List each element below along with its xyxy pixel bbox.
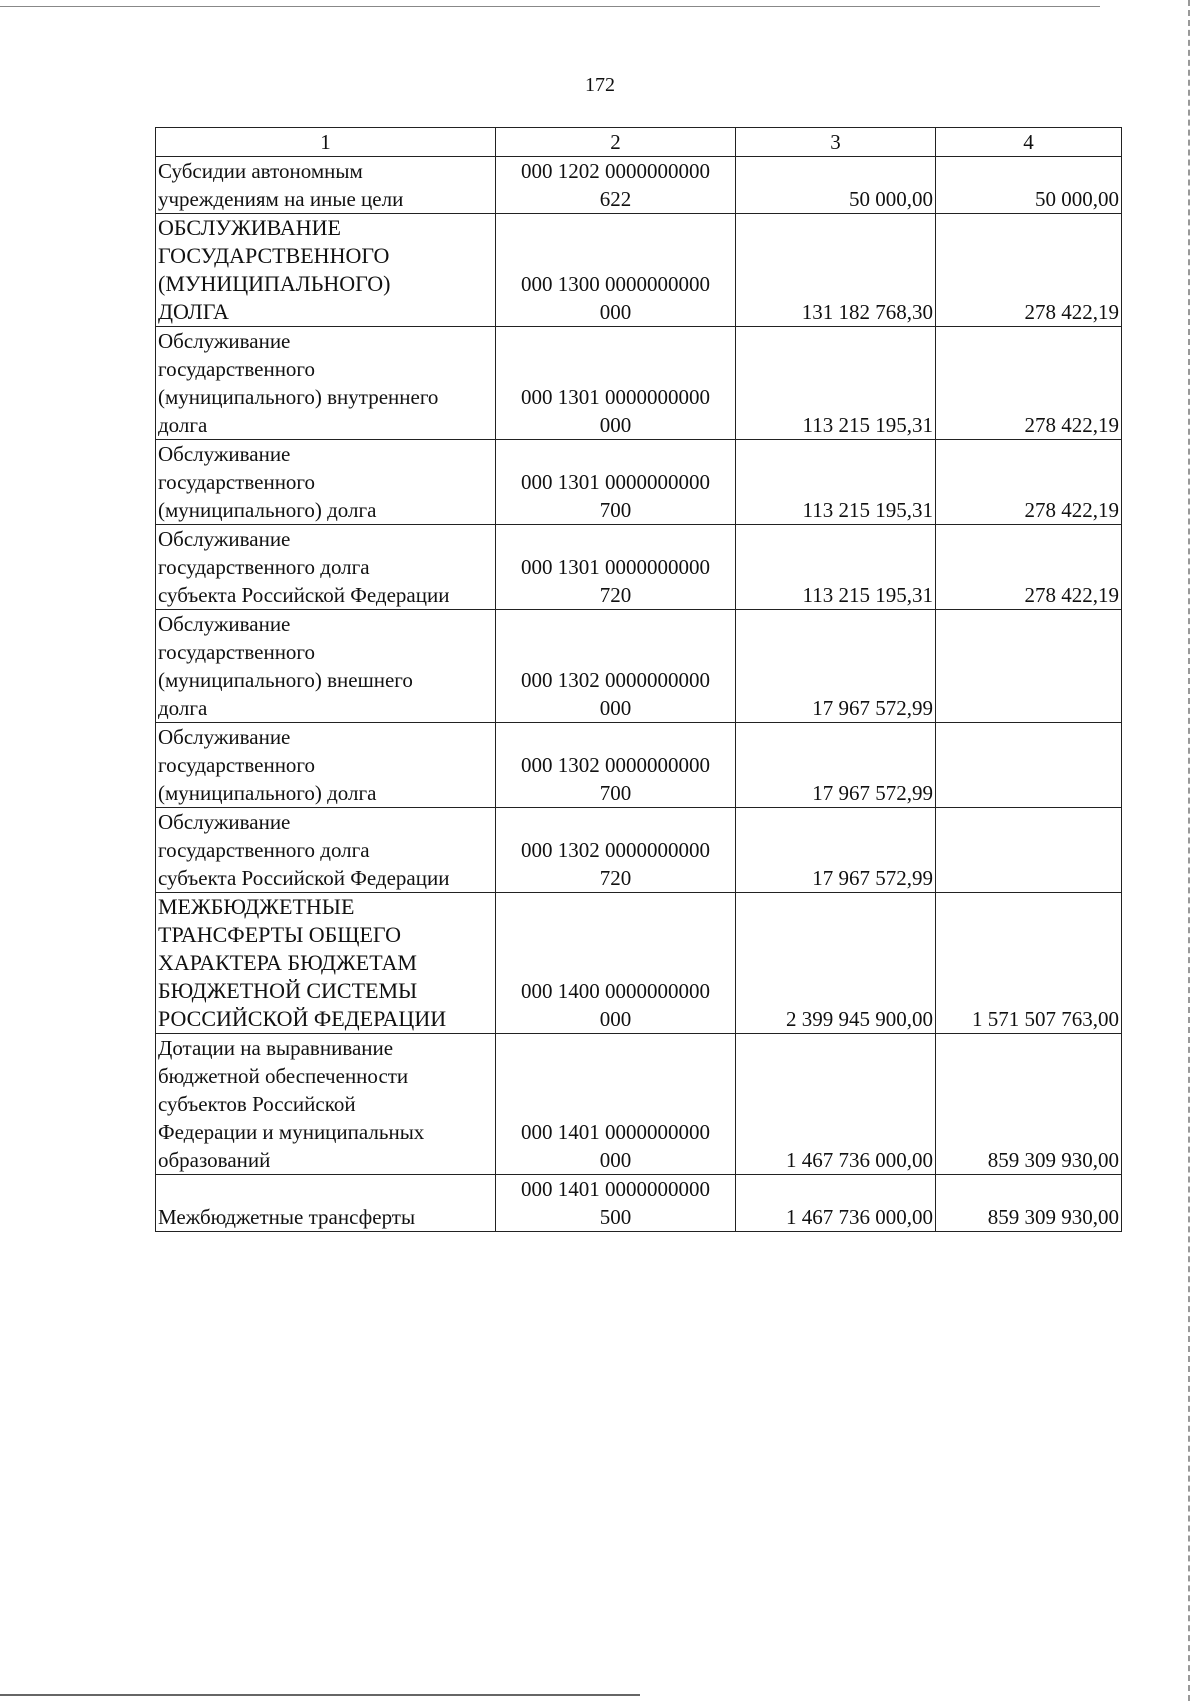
row-name: Межбюджетные трансферты (156, 1175, 496, 1232)
row-col3: 50 000,00 (736, 157, 936, 214)
row-code: 000 1301 0000000000 720 (496, 525, 736, 610)
table-row (156, 525, 1122, 610)
row-code: 000 1400 0000000000 000 (496, 893, 736, 1034)
column-header: 2 (496, 128, 736, 157)
row-code: 000 1300 0000000000 000 (496, 214, 736, 327)
row-name: Обслуживание государственного долга субъекта Российской Федерации (156, 808, 496, 893)
row-col4: 859 309 930,00 (936, 1034, 1122, 1175)
row-col3: 2 399 945 900,00 (736, 893, 936, 1034)
table-row (156, 157, 1122, 214)
table-row (156, 1034, 1122, 1175)
row-col4 (936, 723, 1122, 808)
row-code: 000 1401 0000000000 500 (496, 1175, 736, 1232)
column-header: 3 (736, 128, 936, 157)
table-row (156, 440, 1122, 525)
table-row (156, 893, 1122, 1034)
row-col3: 113 215 195,31 (736, 440, 936, 525)
scan-edge-right (1188, 0, 1190, 1701)
row-name: Обслуживание государственного (муниципального) внутреннего долга (156, 327, 496, 440)
row-code: 000 1301 0000000000 000 (496, 327, 736, 440)
row-name: Дотации на выравнивание бюджетной обеспеченности субъектов Российской Федерации и муниципальных образований (156, 1034, 496, 1175)
table-row (156, 327, 1122, 440)
row-col3: 1 467 736 000,00 (736, 1175, 936, 1232)
table-row (156, 610, 1122, 723)
row-name: Обслуживание государственного долга субъекта Российской Федерации (156, 525, 496, 610)
row-col4: 278 422,19 (936, 214, 1122, 327)
row-col4: 50 000,00 (936, 157, 1122, 214)
row-col3: 1 467 736 000,00 (736, 1034, 936, 1175)
row-name: Субсидии автономным учреждениям на иные цели (156, 157, 496, 214)
table-row (156, 1175, 1122, 1232)
table-row (156, 808, 1122, 893)
row-col3: 17 967 572,99 (736, 808, 936, 893)
row-code: 000 1401 0000000000 000 (496, 1034, 736, 1175)
row-name: ОБСЛУЖИВАНИЕ ГОСУДАРСТВЕННОГО (МУНИЦИПАЛЬНОГО) ДОЛГА (156, 214, 496, 327)
row-code: 000 1302 0000000000 700 (496, 723, 736, 808)
row-col4: 278 422,19 (936, 440, 1122, 525)
row-col4: 278 422,19 (936, 525, 1122, 610)
scan-edge-top (0, 6, 1100, 7)
header-row (156, 128, 1122, 157)
row-name: Обслуживание государственного (муниципального) долга (156, 440, 496, 525)
page-number: 172 (585, 74, 615, 96)
row-col4: 859 309 930,00 (936, 1175, 1122, 1232)
row-code: 000 1302 0000000000 000 (496, 610, 736, 723)
row-col4 (936, 610, 1122, 723)
budget-table (155, 127, 1122, 1232)
row-code: 000 1202 0000000000 622 (496, 157, 736, 214)
row-col3: 17 967 572,99 (736, 610, 936, 723)
scan-edge-bottom (0, 1694, 640, 1696)
column-header: 4 (936, 128, 1122, 157)
table-row (156, 214, 1122, 327)
row-col3: 17 967 572,99 (736, 723, 936, 808)
row-code: 000 1301 0000000000 700 (496, 440, 736, 525)
row-col4: 278 422,19 (936, 327, 1122, 440)
column-header: 1 (156, 128, 496, 157)
table-row (156, 723, 1122, 808)
row-col3: 131 182 768,30 (736, 214, 936, 327)
row-name: МЕЖБЮДЖЕТНЫЕ ТРАНСФЕРТЫ ОБЩЕГО ХАРАКТЕРА БЮДЖЕТАМ БЮДЖЕТНОЙ СИСТЕМЫ РОССИЙСКОЙ ФЕДЕРАЦИИ (156, 893, 496, 1034)
row-col3: 113 215 195,31 (736, 525, 936, 610)
row-col3: 113 215 195,31 (736, 327, 936, 440)
row-col4: 1 571 507 763,00 (936, 893, 1122, 1034)
row-name: Обслуживание государственного (муниципального) внешнего долга (156, 610, 496, 723)
row-col4 (936, 808, 1122, 893)
row-code: 000 1302 0000000000 720 (496, 808, 736, 893)
row-name: Обслуживание государственного (муниципального) долга (156, 723, 496, 808)
